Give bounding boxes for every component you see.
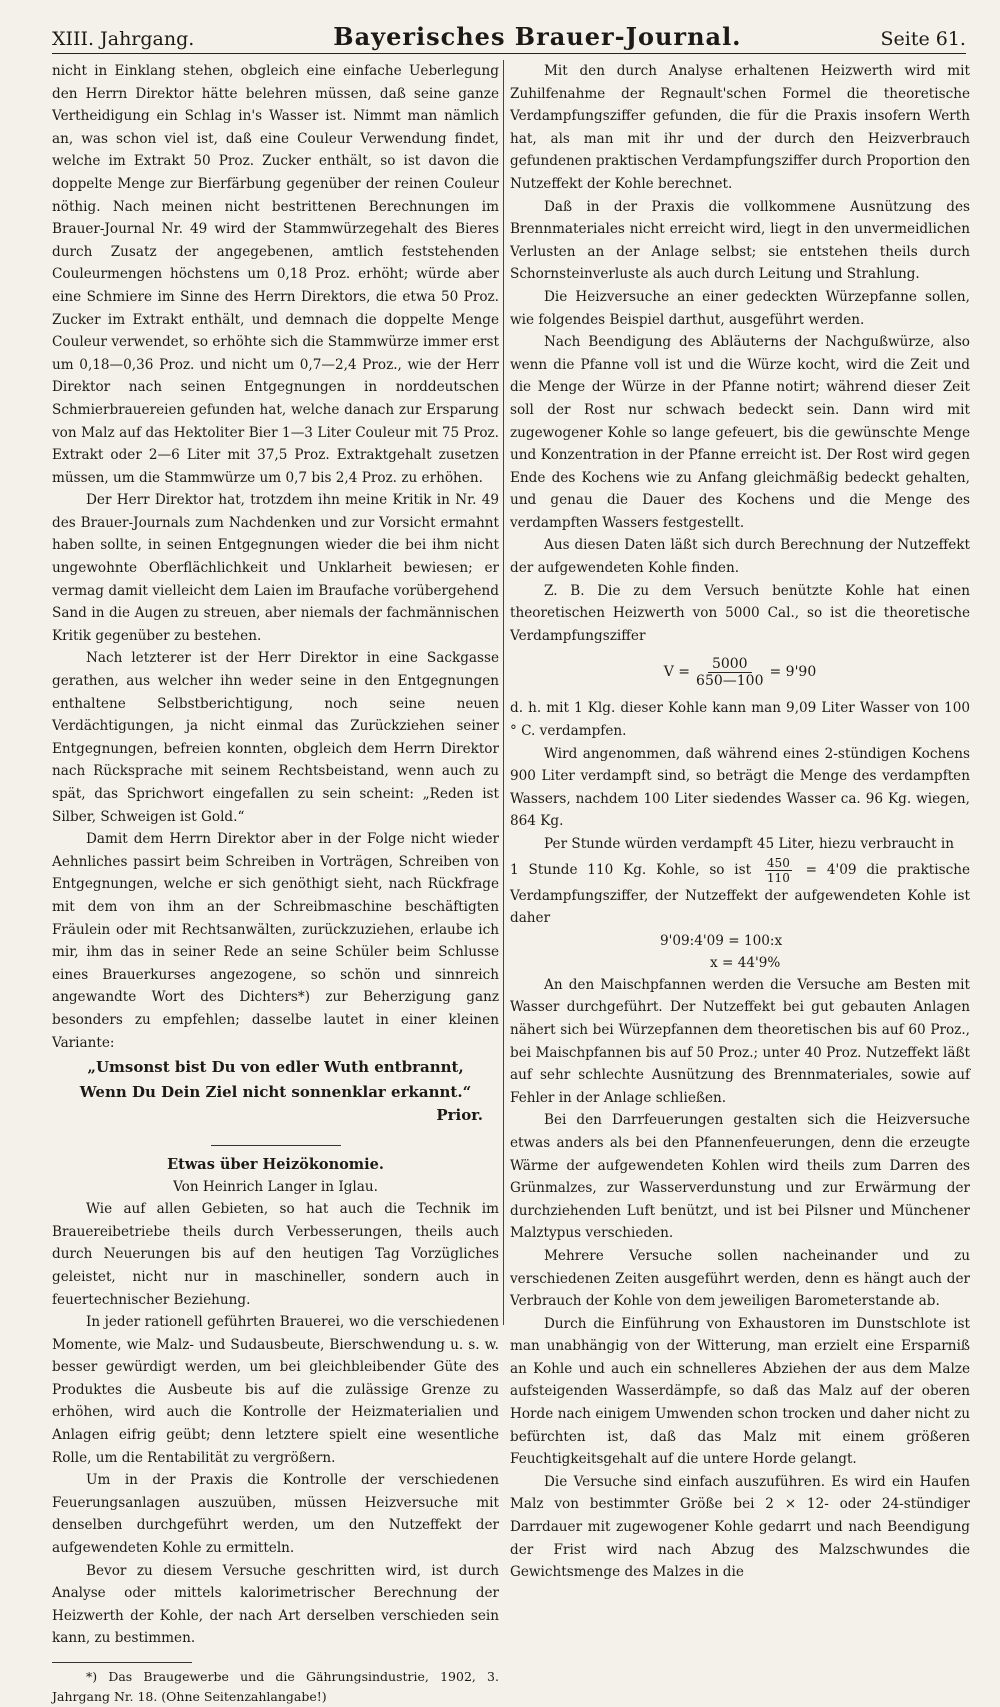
paragraph: Per Stunde würden verdampft 45 Liter, hiezu verbraucht in	[544, 836, 954, 852]
poem-line: „Umsonst bist Du von edler Wuth entbrannt,	[87, 1058, 464, 1077]
paragraph: d. h. mit 1 Klg. dieser Kohle kann man 9,09 Liter Wasser von 100 ° C. verdampfen.	[510, 700, 970, 740]
formula-rhs: = 9'90	[769, 664, 817, 681]
paragraph: Die Heizversuche an einer gedeckten Würzepfanne sollen, wie folgendes Beispiel darthut, ausgeführt werden.	[510, 288, 970, 328]
paragraph: Durch die Einführung von Exhaustoren im Dunstschlote ist man unabhängig von der Witterung, man erzielt eine Ersparniß an Kohle und auch ein schnelleres Abziehen der aus dem Malze aufsteigenden Wasserdämpfe, so daß das Malz auf der oberen Horde nach einigem Umwenden schon trocken und daher nicht zu befürchten ist, daß das Malz mit einem größeren Feuchtigkeitsgehalt auf die untere Horde gelangt.	[510, 1315, 970, 1468]
fraction-numerator: 450	[766, 855, 790, 870]
article-byline: Von Heinrich Langer in Iglau.	[173, 1179, 378, 1196]
paragraph: Bei den Darrfeuerungen gestalten sich die Heizversuche etwas anders als bei den Pfannenfeuerungen, denn die erzeugte Wärme der aufgewendeten Kohlen wird theils zum Darren des Grünmalzes, zur Wasserverdunstung und zur Erwärmung der durchziehenden Luft benützt, und ist bei Pilsner und Münchener Malztypus verschieden.	[510, 1112, 970, 1242]
paragraph: Mehrere Versuche sollen nacheinander und zu verschiedenen Zeiten ausgeführt werden, denn es hängt auch der Verbrauch der Kohle von dem jeweiligen Barometerstande ab.	[510, 1247, 970, 1310]
paragraph: Mit den durch Analyse erhaltenen Heizwerth wird mit Zuhilfenahme der Regnault'schen Formel die theoretische Verdampfungsziffer gefunden, die für die Praxis insofern Werth hat, als man mit ihr und der durch den Heizverbrauch gefundenen praktischen Verdampfungsziffer durch Proportion den Nutzeffekt der Kohle berechnet.	[510, 63, 970, 192]
paragraph: nicht in Einklang stehen, obgleich eine einfache Ueberlegung den Herrn Direktor hätte belehren müssen, daß seine ganze Vertheidigung ein Schlag in's Wasser ist. Nimmt man nämlich an, was schon viel ist, daß eine Couleur Verwendung findet, welche im Extrakt 50 Proz. Zucker enthält, so ist davon die doppelte Menge zur Bierfärbung gegenüber der reinen Couleur nöthig. Nach meinen nicht bestrittenen Berechnungen im Brauer-Journal Nr. 49 wird der Stammwürzegehalt des Bieres durch Zusatz der angegebenen, amtlich feststehenden Couleurmengen höchstens um 0,18 Proz. erhöht; würde aber eine Schmiere im Sinne des Herrn Direktors, die etwa 50 Proz. Zucker im Extrakt enthält, und demnach die doppelte Menge Couleur verwendet, so erhöhte sich die Stammwürze immer erst um 0,18—0,36 Proz. und nicht um 0,7—2,4 Proz., wie der Herr Direktor nach seinen Entgegnungen in norddeutschen Schmierbrauereien gefunden hat, welche danach zur Ersparung von Malz auf das Hektoliter Bier 1—3 Liter Couleur mit 75 Proz. Extrakt oder 2—6 Liter mit 37,5 Proz. Extraktgehalt zusetzen müssen, um die Stammwürze um 0,7 bis 2,4 Proz. zu erhöhen.	[52, 63, 499, 486]
paragraph: Daß in der Praxis die vollkommene Ausnützung des Brennmateriales nicht erreicht wird, liegt in den unvermeidlichen Verlusten an der Anlage selbst; sie entstehen theils durch Schornsteinverluste als auch durch Leitung und Strahlung.	[510, 198, 970, 283]
fraction-denominator: 110	[766, 870, 790, 885]
inline-fraction	[765, 856, 792, 885]
paragraph: Nach letzterer ist der Herr Direktor in eine Sackgasse gerathen, aus welcher ihn weder seine in den Entgegnungen enthaltene Selbstberichtigung, noch seine neuen Verdächtigungen, ja nicht einmal das Zurückziehen seiner Entgegnungen, befreien konnten, obgleich dem Herrn Direktor nach Rücksprache mit seinem Rechtsbeistand, wenn auch zu spät, das Sprichwort eingefallen zu sein scheint: „Reden ist Silber, Schweigen ist Gold.“	[52, 650, 499, 825]
page-header	[52, 22, 966, 52]
paragraph: Die Versuche sind einfach auszuführen. Es wird ein Haufen Malz von bestimmter Größe bei 2 × 12- oder 24-stündiger Darrdauer mit zugewogener Kohle gedarrt und nach Beendigung der Frist wird nach Abzug des Malzschwundes die Gewichtsmenge des Malzes in die	[510, 1473, 970, 1581]
formula-numerator: 5000	[708, 656, 752, 673]
poem-line: Wenn Du Dein Ziel nicht sonnenklar erkannt.“	[79, 1083, 472, 1102]
paragraph: An den Maischpfannen werden die Versuche am Besten mit Wasser durchgeführt. Der Nutzeffekt bei gut gebauten Anlagen nähert sich bei Würzepfannen dem theoretischen bis auf 60 Proz., bei Maischpfannen bis auf 50 Proz.; unter 40 Proz. Nutzeffekt läßt auf sehr schlechte Ausnützung des Brennmateriales, sowie auf Fehler in der Anlage schließen.	[510, 976, 970, 1106]
text-run: 1 Stunde 110 Kg. Kohle, so ist	[510, 861, 752, 878]
paragraph: Bevor zu diesem Versuche geschritten wird, ist durch Analyse oder mittels kalorimetrischer Berechnung der Heizwerth der Kohle, der nach Art derselben verschieden sein kann, zu bestimmen.	[52, 1562, 499, 1647]
paragraph: In jeder rationell geführten Brauerei, wo die verschiedenen Momente, wie Malz- und Sudausbeute, Bierschwendung u. s. w. besser gewürdigt werden, um bei gleichbleibender Güte des Produktes die Ausbeute bis auf die zulässige Grenze zu erhöhen, wird auch die Kontrolle der Heizmaterialien und Anlagen eifrig geübt; denn letztere spielt eine wesentliche Rolle, um die Rentabilität zu vergrößern.	[52, 1314, 499, 1466]
journal-title: Bayerisches Brauer-Journal.	[333, 22, 742, 51]
paragraph: Z. B. Die zu dem Versuch benützte Kohle hat einen theoretischen Heizwerth von 5000 Cal., so ist die theoretische Verdampfungsziffer	[510, 582, 970, 644]
paragraph: Wird angenommen, daß während eines 2-stündigen Kochens 900 Liter verdampft sind, so beträgt die Menge des verdampften Wassers, nachdem 100 Liter siedendes Wasser ca. 96 Kg. wiegen, 864 Kg.	[510, 745, 970, 830]
column-divider	[503, 60, 504, 1325]
paragraph-with-fraction	[510, 856, 970, 930]
right-column	[510, 60, 970, 1584]
paragraph: Nach Beendigung des Abläuterns der Nachgußwürze, also wenn die Pfanne voll ist und die Würze kocht, wird die Zeit und die Menge der Würze in der Pfanne notirt; während dieser Zeit soll der Rost nur schwach bedeckt sein. Dann wird mit zugewogener Kohle so lange gefeuert, bis die gewünschte Menge und Konzentration in der Pfanne erreicht ist. Der Rost wird gegen Ende des Kochens wie zu Anfang gleichmäßig bedeckt gehalten, und genau die Dauer des Kochens und die Menge des verdampften Wassers festgestellt.	[510, 334, 970, 531]
paragraph: Der Herr Direktor hat, trotzdem ihn meine Kritik in Nr. 49 des Brauer-Journals zum Nachdenken und zur Vorsicht ermahnt haben sollte, in seinen Entgegnungen wieder die bei ihm nicht ungewohnte Oberflächlichkeit und Unklarheit bewiesen; er vermag damit vielleicht dem Laien im Braufache vorübergehend Sand in die Augen zu streuen, aber niemals der fachmännischen Kritik gegenüber zu bestehen.	[52, 492, 499, 644]
page-number: Seite 61.	[880, 28, 966, 50]
paragraph: Wie auf allen Gebieten, so hat auch die Technik im Brauereibetriebe theils durch Verbesserungen, theils auch durch Neuerungen bis auf den heutigen Tag Vorzügliches geleistet, nicht nur in maschineller, sondern auch in feuertechnischer Beziehung.	[52, 1201, 499, 1308]
left-column	[52, 60, 499, 1707]
section-separator	[211, 1145, 341, 1146]
volume-label: XIII. Jahrgang.	[52, 28, 195, 50]
formula-evaporation	[510, 647, 970, 697]
calculation-line: x = 44'9%	[710, 954, 781, 971]
footnote: *) Das Braugewerbe und die Gährungsindustrie, 1902, 3. Jahrgang Nr. 18. (Ohne Seitenzahlangabe!)	[52, 1669, 499, 1704]
formula-denominator: 650—100	[696, 672, 764, 689]
article-title: Etwas über Heizökonomie.	[167, 1156, 384, 1174]
signature: Prior.	[436, 1106, 483, 1125]
calculation-line: 9'09:4'09 = 100:x	[660, 932, 783, 949]
header-rule	[52, 53, 966, 54]
footnote-rule	[52, 1662, 192, 1663]
text-run: = 4'09 die praktische Verdampfungsziffer, der Nutzeffekt der aufgewendeten Kohle ist daher	[510, 861, 971, 927]
paragraph: Damit dem Herrn Direktor aber in der Folge nicht wieder Aehnliches passirt beim Schreiben in Vorträgen, Schreiben von Entgegnungen, welche er sich genöthigt sieht, nach Rückfrage mit dem von ihm an der Schreibmaschine beschäftigten Fräulein oder mit Rechtsanwälten, zurückzuziehen, erlaube ich mir, ihm das in seiner Rede an seine Schüler beim Schlusse eines Brauerkurses angezogene, so schön und sinnreich angewandte Wort des Dichters*) zur Beherzigung ganz besonders zu empfehlen; dasselbe lautet in einer kleinen Variante:	[52, 831, 499, 1051]
paragraph: Aus diesen Daten läßt sich durch Berechnung der Nutzeffekt der aufgewendeten Kohle finden.	[510, 537, 970, 577]
formula-lhs: V =	[663, 664, 691, 681]
formula-fraction	[696, 656, 763, 689]
paragraph: Um in der Praxis die Kontrolle der verschiedenen Feuerungsanlagen auszuüben, müssen Heizversuche mit denselben durchgeführt werden, um den Nutzeffekt der aufgewendeten Kohle zu ermitteln.	[52, 1472, 499, 1557]
